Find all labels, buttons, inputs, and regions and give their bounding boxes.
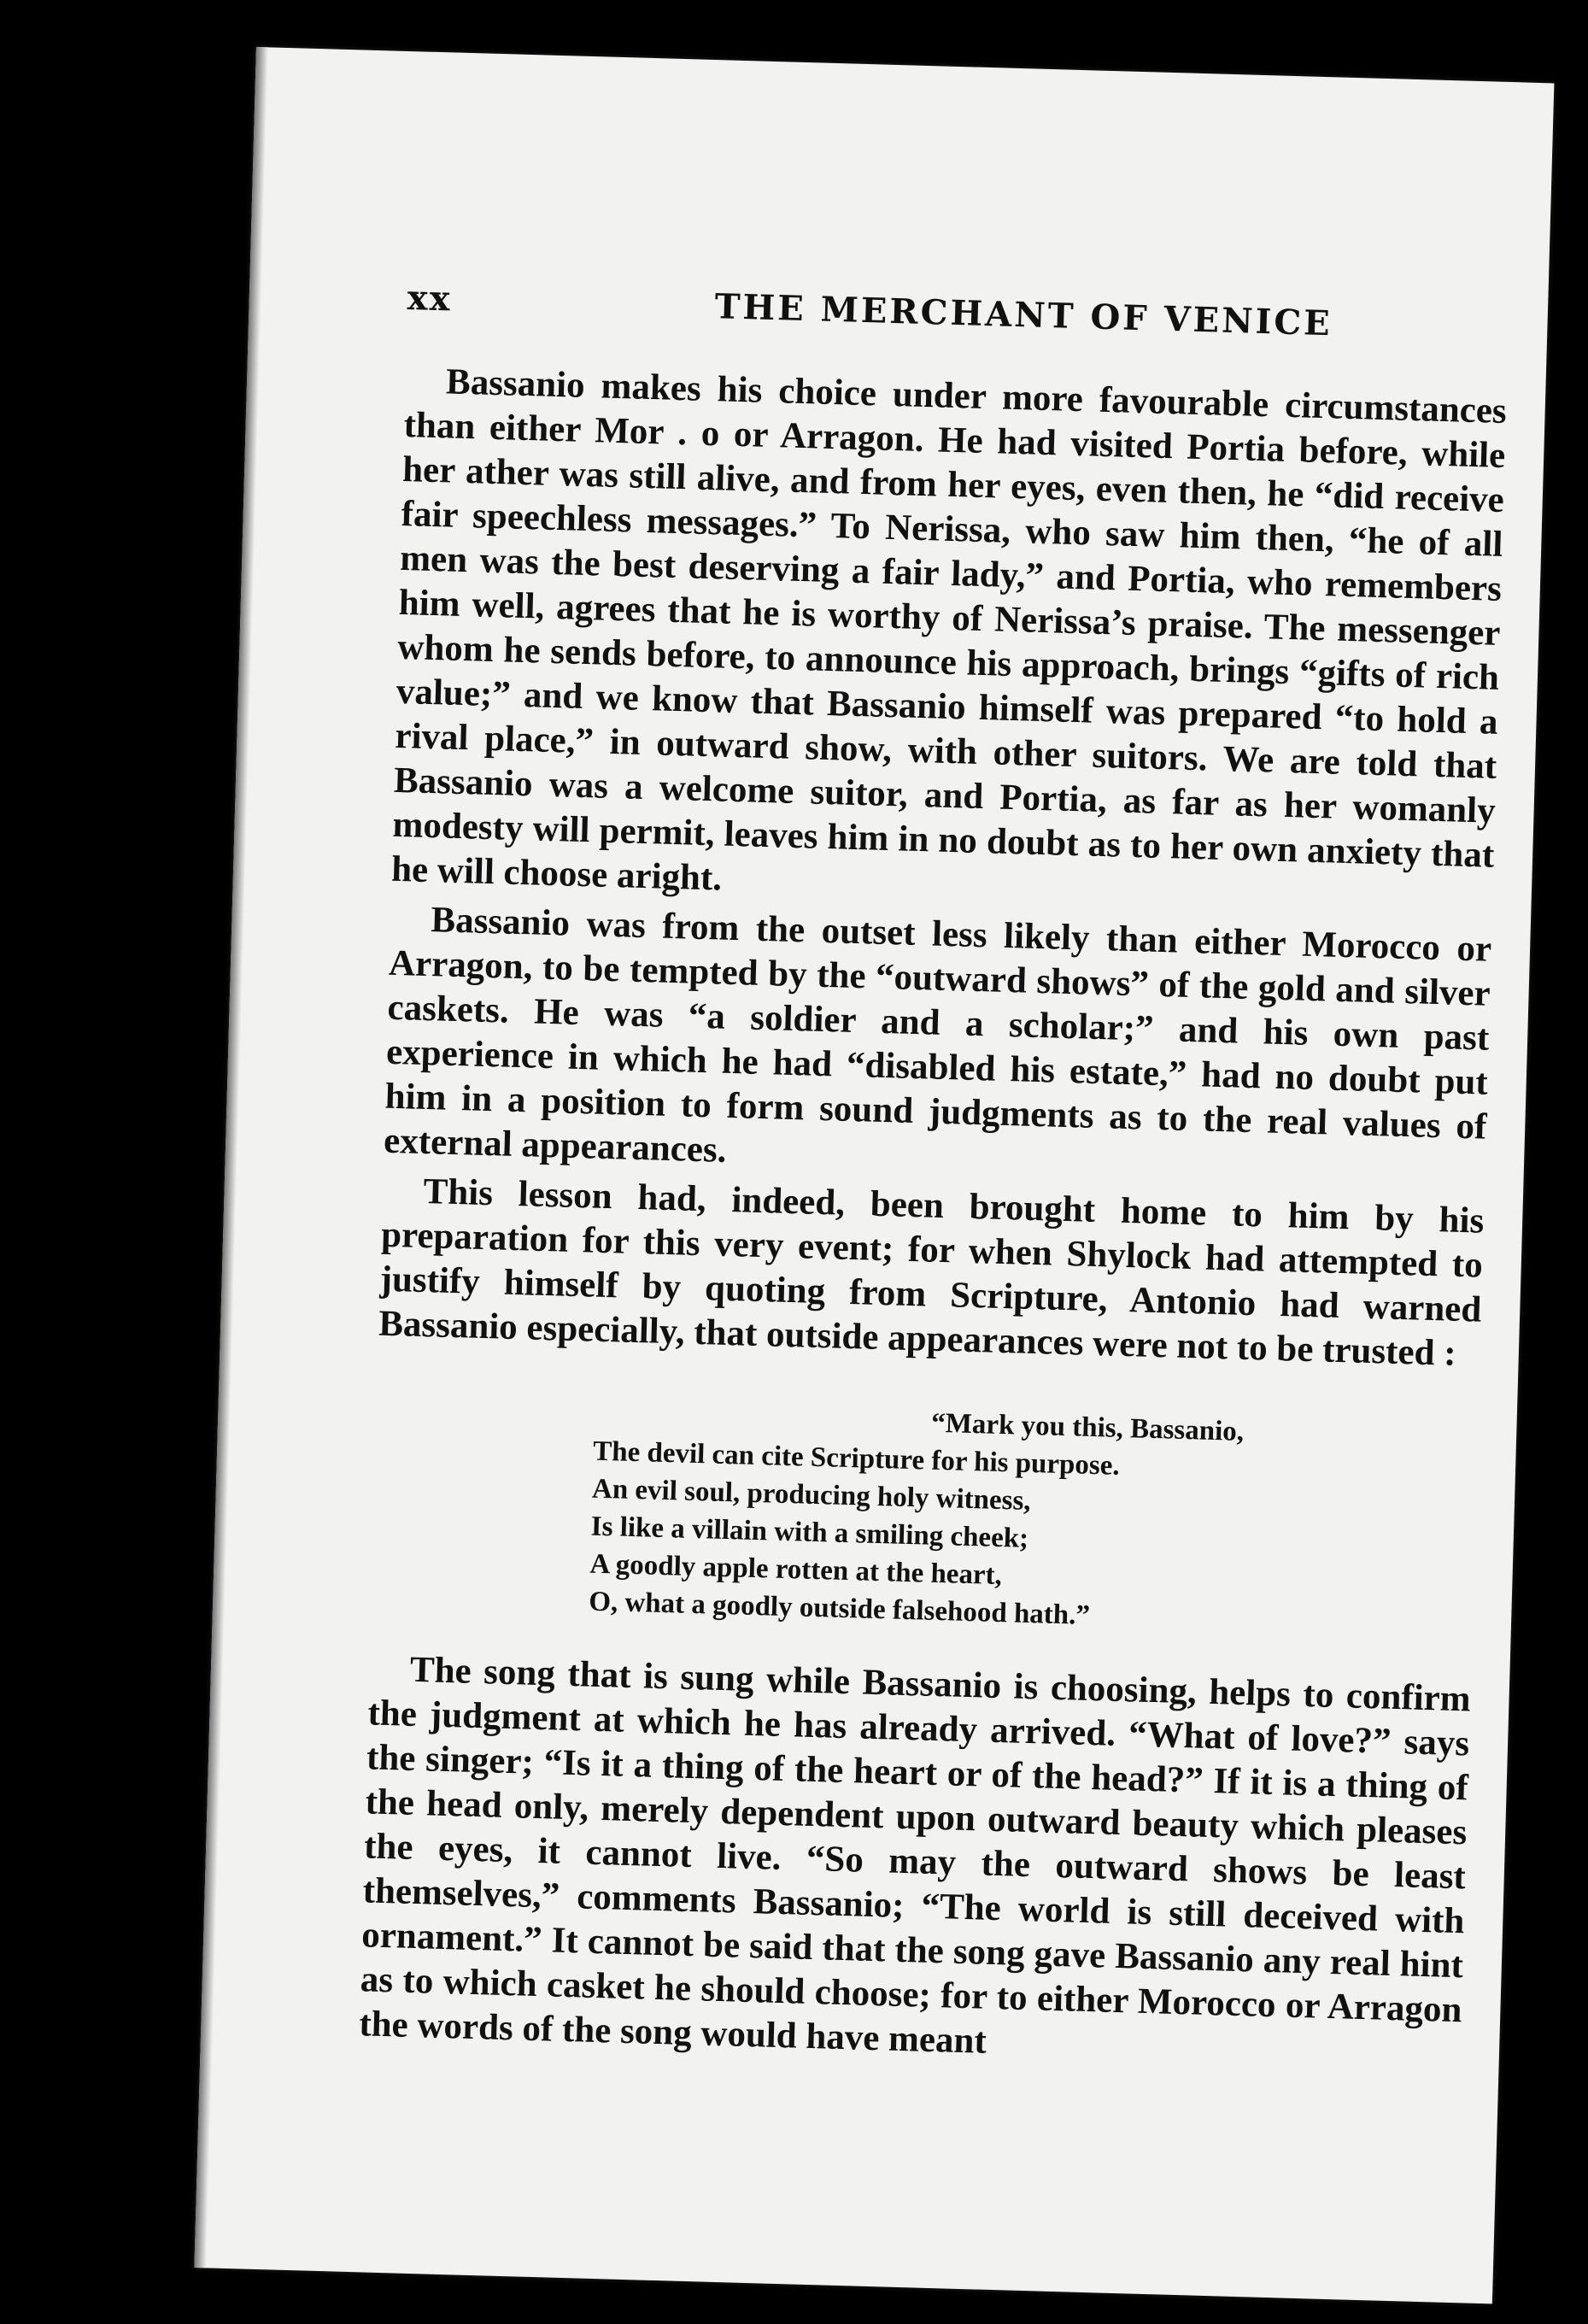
book-page	[194, 47, 1554, 2303]
quote-line: “Mark you this, Bassanio,	[930, 1407, 1245, 1447]
quote-line: The devil can cite Scripture for his purpose.	[592, 1435, 1121, 1482]
block-quote	[589, 1395, 1479, 1646]
quote-line: An evil soul, producing holy witness,	[591, 1473, 1032, 1517]
paragraph-4: The song that is sung while Bassanio is choosing, helps to confirm the judgment at which he has already arrived. “What of love?” says the singer; “Is it a thing of the heart or of the head?” If it is a thing of the head only, merely dependent upon outward beauty which pleases the eyes, it cannot live. “So may the outward shows be least themselves,” comments Bassanio; “The world is still deceived with ornament.” It cannot be said that the song gave Bassanio any real hint as to which casket he should choose; for to either Morocco or Arragon the words of the song would have meant	[358, 1649, 1472, 2062]
page-header	[407, 278, 1497, 360]
page-number: xx	[407, 278, 453, 320]
page-edge-shadow	[194, 47, 268, 2268]
quote-line: A goodly apple rotten at the heart,	[589, 1548, 1003, 1592]
body-text	[359, 359, 1508, 2077]
quote-line: Is like a villain with a smiling cheek;	[590, 1511, 1029, 1554]
paragraph-1: Bassanio makes his choice under more favourable circumstances than either Mor . o or Arragon. He had visited Portia before, while her ather was still alive, and from her eyes, even then, he “did receive fair speechless messages.” To Nerissa, who saw him then, “he of all men was the best deserving a fair lady,” and Portia, who remembers him well, agrees that he is worthy of Nerissa’s praise. The messenger whom he sends before, to announce his approach, brings “gifts of rich value;” and we know that Bassanio himself was prepared “to hold a rival place,” in outward show, with other suitors. We are told that Bassanio was a welcome suitor, and Portia, as far as her womanly modesty will permit, leaves him in no doubt as to her own anxiety that he will choose aright.	[390, 361, 1508, 899]
quote-line: O, what a goodly outside falsehood hath.”	[588, 1586, 1091, 1631]
running-head: THE MERCHANT OF VENICE	[714, 286, 1333, 344]
paragraph-2: Bassanio was from the outset less likely than either Morocco or Arragon, to be tempted by the “outward shows” of the gold and silver caskets. He was “a soldier and a scholar;” and his own past experience in which he had “disabled his estate,” had no doubt put him in a position to form sound judgments as to the real values of external appearances.	[383, 900, 1492, 1171]
paragraph-3: This lesson had, indeed, been brought home to him by his preparation for this very event; for when Shylock had attempted to justify himself by quoting from Scripture, Antonio had warned Bassanio especially, that outside appearances were not to be trusted :	[378, 1171, 1485, 1374]
